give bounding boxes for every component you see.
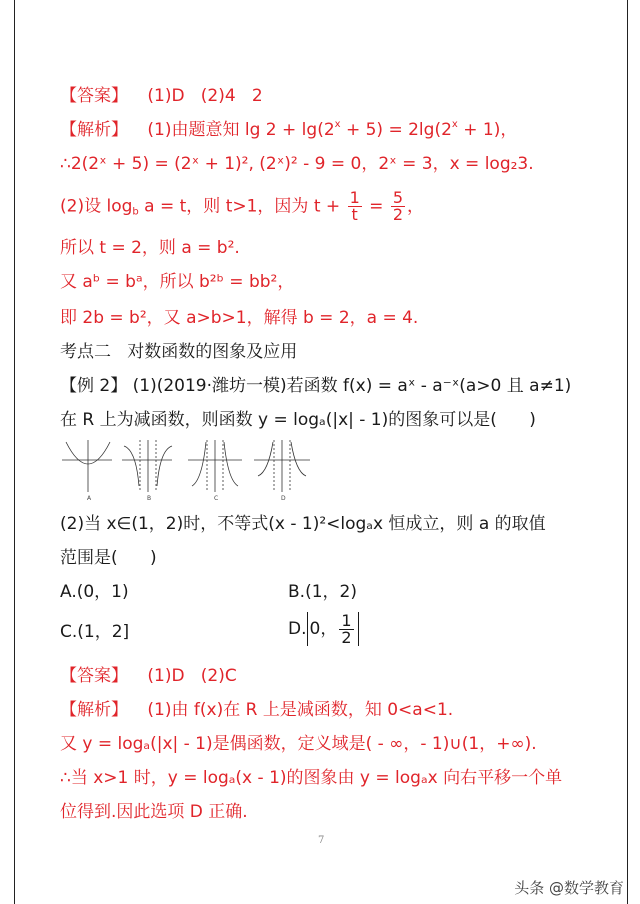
page-number: 7	[318, 835, 325, 846]
analysis-1-l3-sub: b	[132, 206, 139, 218]
example-2-line-2: 在 R 上为减函数，则函数 y = logₐ(|x| - 1)的图象可以是( )	[60, 410, 536, 430]
option-d-fraction: $\frac{1}{2}$	[341, 610, 352, 647]
answer-2-line	[60, 664, 237, 688]
analysis-1-line-2: ∴2(2ˣ + 5) = (2ˣ + 1)², (2ˣ)² - 9 = 0，2ˣ = 3，x = log₂3.	[60, 154, 534, 174]
analysis-1-l1-x1: x	[334, 119, 341, 130]
fraction-one-over-t: $\frac{1}{t}$	[349, 188, 360, 224]
analysis-1-l1-x2: x	[451, 119, 458, 130]
graph-label-b: B	[147, 495, 152, 502]
analysis-1-l1-pre: (1)由题意知 lg 2 + lg(2	[147, 120, 335, 140]
example-2-line-3: (2)当 x∈(1，2)时，不等式(x - 1)²<logₐx 恒成立，则 a 的取值	[60, 514, 546, 534]
option-d-label: D.	[288, 619, 307, 639]
example-2-line-4: 范围是( )	[60, 548, 157, 568]
graph-options-figure	[60, 436, 320, 502]
analysis-2-line-2: 又 y = logₐ(|x| - 1)是偶函数，定义域是( - ∞，- 1)∪(1，+∞).	[60, 734, 537, 754]
analysis-2-line-4: 位得到.因此选项 D 正确.	[60, 802, 248, 822]
analysis-1-line-3	[60, 190, 424, 224]
analysis-2-tag: 【解析】	[60, 700, 128, 720]
analysis-1-line-4: 所以 t = 2，则 a = b².	[60, 238, 240, 258]
answer-1-line	[60, 84, 263, 108]
analysis-1-line-5: 又 aᵇ = bᵃ，所以 b²ᵇ = bb²，	[60, 272, 295, 292]
answer-1-tag: 【答案】	[60, 86, 128, 106]
section-title: 考点二 对数函数的图象及应用	[60, 342, 298, 362]
option-d-zero: 0，	[309, 619, 338, 639]
option-b: B.(1，2)	[288, 582, 357, 602]
graph-label-d: D	[281, 495, 286, 502]
analysis-1-l3-eq: =	[363, 196, 389, 217]
graph-label-a: A	[87, 495, 92, 502]
option-d-bracket	[307, 612, 359, 646]
analysis-1-l1-post: + 1)，	[457, 120, 518, 140]
analysis-1-l1-mid: + 5) = 2lg(2	[340, 120, 452, 140]
graph-a	[62, 440, 112, 492]
analysis-1-l3-pre: (2)设 log	[60, 196, 133, 217]
answer-2-text: (1)D (2)C	[147, 666, 237, 686]
graph-b	[122, 440, 172, 492]
answer-2-tag: 【答案】	[60, 666, 128, 686]
analysis-2-line-1	[60, 698, 453, 722]
analysis-1-l3-post: ，	[407, 196, 424, 217]
analysis-2-l1: (1)由 f(x)在 R 上是减函数，知 0<a<1.	[147, 700, 454, 720]
analysis-1-line-6: 即 2b = b²，又 a>b>1，解得 b = 2，a = 4.	[60, 308, 419, 328]
option-a: A.(0，1)	[60, 582, 129, 602]
option-c: C.(1，2]	[60, 622, 130, 642]
analysis-1-l3-mid: a = t，则 t>1，因为 t +	[138, 196, 346, 217]
graph-c	[188, 440, 242, 492]
answer-1-text: (1)D (2)4 2	[147, 86, 263, 106]
example-2-line-1: 【例 2】 (1)(2019·潍坊一模)若函数 f(x) = aˣ - a⁻ˣ(a>0 且 a≠1)	[60, 376, 572, 396]
analysis-1-tag: 【解析】	[60, 120, 128, 140]
watermark: 头条 @数学教育	[514, 879, 624, 897]
analysis-1-line-1	[60, 118, 517, 142]
analysis-2-line-3: ∴当 x>1 时，y = logₐ(x - 1)的图象由 y = logₐx 向右平移一个单	[60, 768, 563, 788]
option-d	[288, 612, 359, 652]
fraction-five-halves: $\frac{5}{2}$	[392, 188, 403, 224]
graph-label-c: C	[214, 495, 219, 502]
graph-d	[254, 440, 310, 492]
